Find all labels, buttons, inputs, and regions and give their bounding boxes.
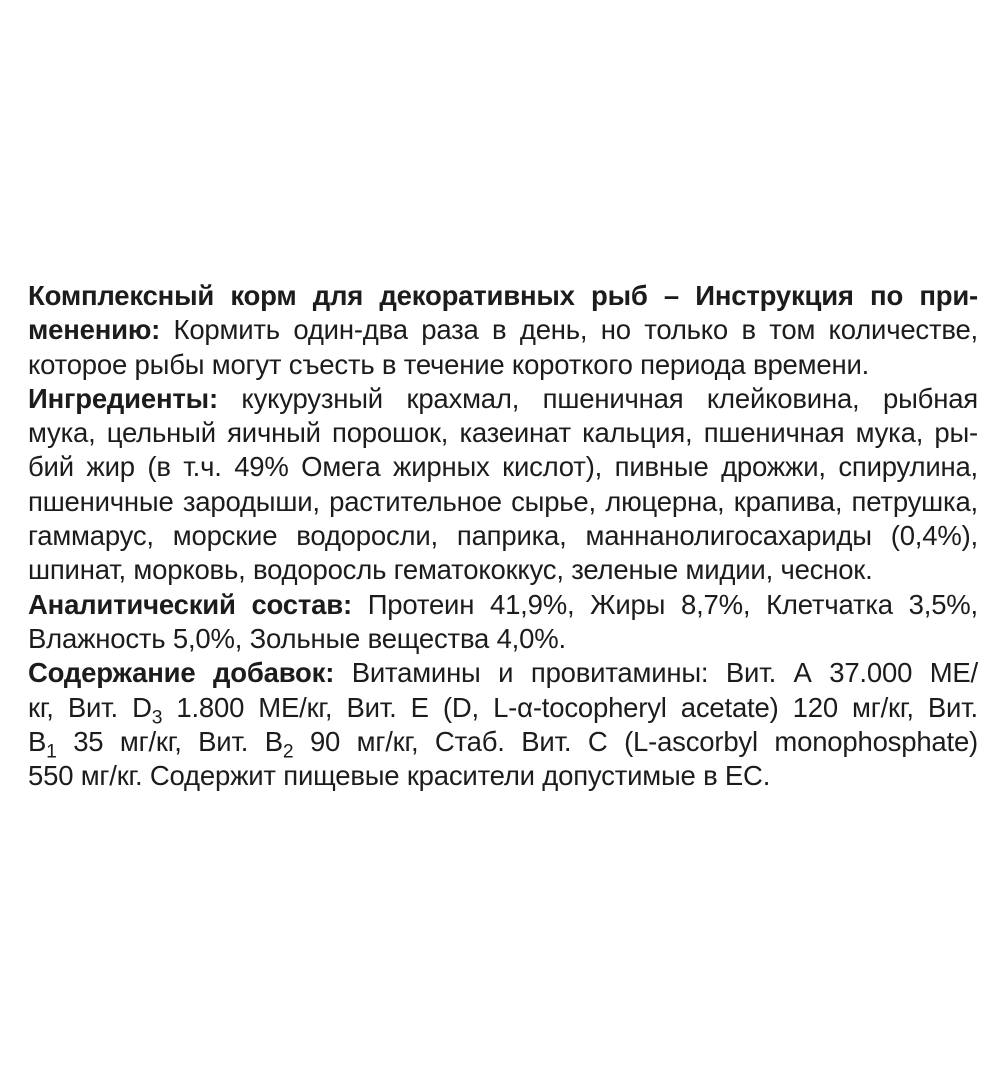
text-line — [28, 519, 978, 553]
intro-heading-cont: менению: — [28, 314, 161, 346]
intro-text: которое рыбы могут съесть в течение короткого периода времени. — [28, 348, 870, 380]
analysis-text: Влажность 5,0%, Зольные вещества 4,0%. — [28, 622, 566, 654]
text-line — [28, 691, 978, 725]
analysis-heading: Аналитический состав: — [28, 588, 352, 620]
intro-heading: Комплексный корм для декоративных рыб – Инструкция по при- — [28, 280, 978, 311]
additives-text: B — [28, 725, 47, 757]
additives-text: 1.800 МЕ/кг, Вит. Е (D, L-α-tocopheryl acetate) 120 мг/кг, Вит. — [162, 691, 978, 723]
ingredients-text: бий жир (в т.ч. 49% Омега жирных кислот), пивные дрожжи, спирулина, — [28, 451, 978, 483]
additives-text: 550 мг/кг. Содержит пищевые красители допустимые в ЕС. — [28, 760, 771, 792]
subscript: 2 — [282, 741, 294, 760]
ingredients-heading: Ингредиенты: — [28, 382, 218, 414]
ingredients-text: гаммарус, морские водоросли, паприка, маннанолигосахариды (0,4%), — [28, 520, 978, 552]
text-line — [28, 382, 978, 416]
text-line — [28, 450, 978, 484]
ingredients-text: шпинат, морковь, водоросль гематококкус, зеленые мидии, чеснок. — [28, 554, 873, 586]
additives-text: Витамины и провитамины: Вит. А 37.000 МЕ/ — [334, 657, 978, 689]
text-line — [28, 416, 978, 450]
additives-heading: Содержание добавок: — [28, 657, 335, 689]
text-line — [28, 588, 978, 622]
text-line — [28, 348, 978, 382]
text-line — [28, 279, 978, 313]
additives-text: кг, Вит. D — [28, 691, 152, 723]
analysis-text: Протеин 41,9%, Жиры 8,7%, Клетчатка 3,5%, — [351, 588, 978, 620]
ingredients-text: кукурузный крахмал, пшеничная клейковина, рыбная — [217, 382, 978, 414]
additives-text: 90 мг/кг, Стаб. Вит. С (L-ascorbyl monophosphate) — [293, 725, 978, 757]
subscript: 1 — [46, 741, 57, 760]
text-line — [28, 725, 978, 759]
text-line — [28, 313, 978, 347]
subscript: 3 — [151, 707, 163, 725]
ingredients-text: пшеничные зародыши, растительное сырье, люцерна, крапива, петрушка, — [28, 485, 978, 517]
ingredients-text: мука, цельный яичный порошок, казеинат кальция, пшеничная мука, ры- — [28, 417, 978, 449]
text-line — [28, 485, 978, 519]
intro-text: Кормить один-два раза в день, но только в том количестве, — [160, 314, 978, 346]
text-line — [28, 656, 978, 690]
label-text-block — [28, 279, 978, 793]
additives-text: 35 мг/кг, Вит. B — [56, 725, 283, 757]
text-line — [28, 759, 978, 793]
text-line — [28, 553, 978, 587]
text-line — [28, 622, 978, 656]
